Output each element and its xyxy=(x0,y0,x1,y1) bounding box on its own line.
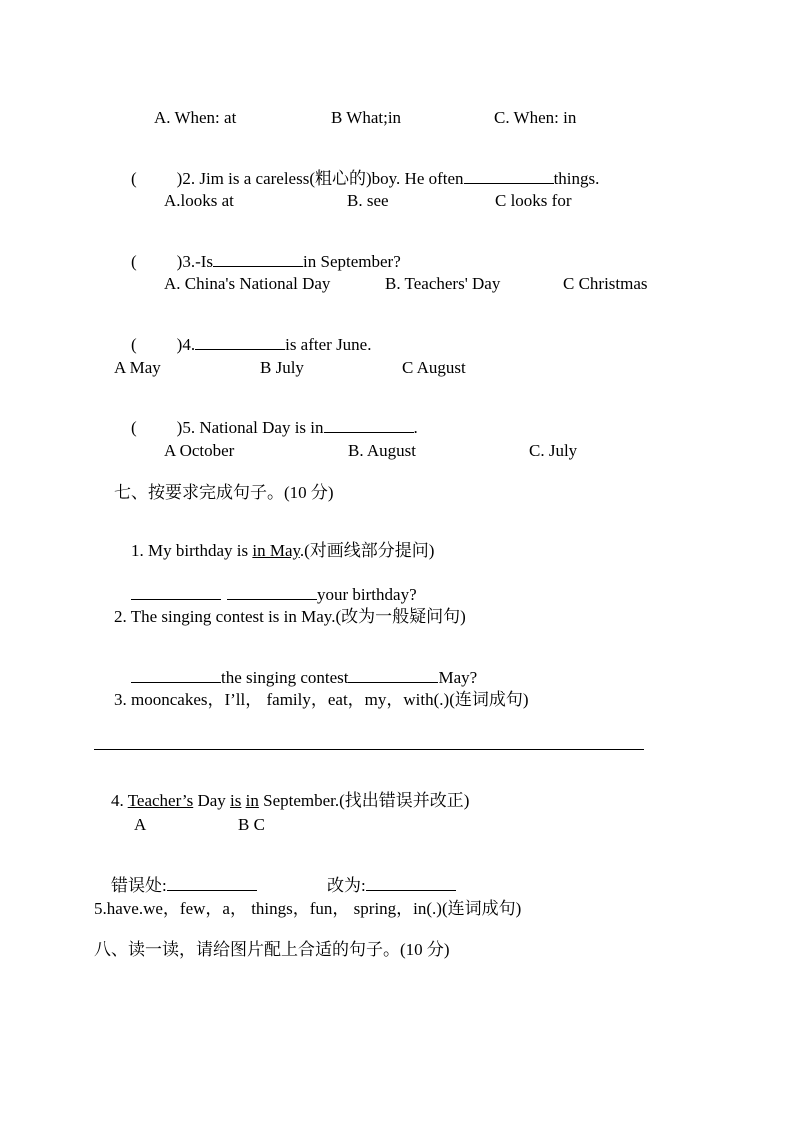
q1-option-a: A. When: at xyxy=(154,108,237,127)
answer-paren-close: ) xyxy=(176,335,183,354)
label-a: A xyxy=(134,815,147,834)
fill-blank[interactable] xyxy=(324,417,414,433)
fill-blank[interactable] xyxy=(131,584,221,600)
question-text-after: . xyxy=(413,418,418,437)
answer-paren-close: ) xyxy=(176,252,183,271)
sentence-4 xyxy=(94,775,469,826)
sentence-number: 4. xyxy=(111,791,128,810)
q3-option-a: A. China's National Day xyxy=(164,274,331,293)
sentence-text: 1. My birthday is xyxy=(131,541,253,560)
q5-option-b: B. August xyxy=(348,441,417,460)
answer-paren-close: ) xyxy=(176,169,183,188)
question-text-after: things. xyxy=(553,169,600,188)
answer-paren-open: ( xyxy=(131,252,137,271)
q2-option-c: C looks for xyxy=(495,191,572,210)
question-text: 4. xyxy=(182,335,196,354)
q3-option-b: B. Teachers' Day xyxy=(385,274,501,293)
underlined-part-c: in xyxy=(245,791,259,810)
correction-label: 改为: xyxy=(327,876,366,895)
sentence-text: Day xyxy=(193,791,231,810)
answer-paren-open: ( xyxy=(131,169,137,188)
q4-option-c: C August xyxy=(402,358,466,377)
q3-option-c: C Christmas xyxy=(563,274,648,293)
underlined-part-b: is xyxy=(230,791,242,810)
fill-blank[interactable] xyxy=(213,251,303,267)
q5-option-a: A October xyxy=(164,441,235,460)
sentence-instruction: September.(找出错误并改正) xyxy=(258,791,470,810)
sentence-3: 3. mooncakes，I’ll， family，eat，my，with(.)(连词成句) xyxy=(114,690,529,709)
q1-option-b: B What;in xyxy=(331,108,402,127)
answer-mid: the singing contest xyxy=(221,668,349,687)
question-text: 5. National Day is in xyxy=(182,418,324,437)
error-blank[interactable] xyxy=(167,875,257,891)
q5-option-c: C. July xyxy=(529,441,578,460)
question-text-after: in September? xyxy=(303,252,401,271)
answer-paren-close: ) xyxy=(176,418,183,437)
q2-option-a: A.looks at xyxy=(164,191,234,210)
correction-blank[interactable] xyxy=(366,875,456,891)
sentence-2: 2. The singing contest is in May.(改为一般疑问句) xyxy=(114,607,466,626)
answer-paren-open: ( xyxy=(131,418,137,437)
answer-tail: your birthday? xyxy=(317,585,417,604)
underlined-part-a: Teacher’s xyxy=(127,791,194,810)
q2-option-b: B. see xyxy=(347,191,389,210)
question-text: 3.-Is xyxy=(182,252,214,271)
fill-blank[interactable] xyxy=(348,667,438,683)
fill-blank[interactable] xyxy=(464,168,554,184)
section-7-heading: 七、按要求完成句子。(10 分) xyxy=(114,483,334,502)
sentence-5: 5.have.we，few，a， things，fun， spring，in(.)(连词成句) xyxy=(94,899,522,918)
question-text: 2. Jim is a careless(粗心的)boy. He often xyxy=(182,169,464,188)
answer-paren-open: ( xyxy=(131,335,137,354)
error-label: 错误处: xyxy=(111,876,167,895)
fill-blank[interactable] xyxy=(195,334,285,350)
section-8-heading: 八、读一读，请给图片配上合适的句子。(10 分) xyxy=(94,940,450,959)
label-bc: B C xyxy=(238,815,265,834)
sentence-instruction: .(对画线部分提问) xyxy=(299,541,435,560)
q1-option-c: C. When: in xyxy=(494,108,577,127)
answer-tail: May? xyxy=(438,668,478,687)
fill-blank[interactable] xyxy=(227,584,317,600)
q4-option-a: A May xyxy=(114,358,161,377)
q4-option-b: B July xyxy=(260,358,304,377)
answer-line[interactable] xyxy=(94,749,644,750)
underlined-phrase: in May xyxy=(252,541,300,560)
question-text-after: is after June. xyxy=(285,335,372,354)
fill-blank[interactable] xyxy=(131,667,221,683)
